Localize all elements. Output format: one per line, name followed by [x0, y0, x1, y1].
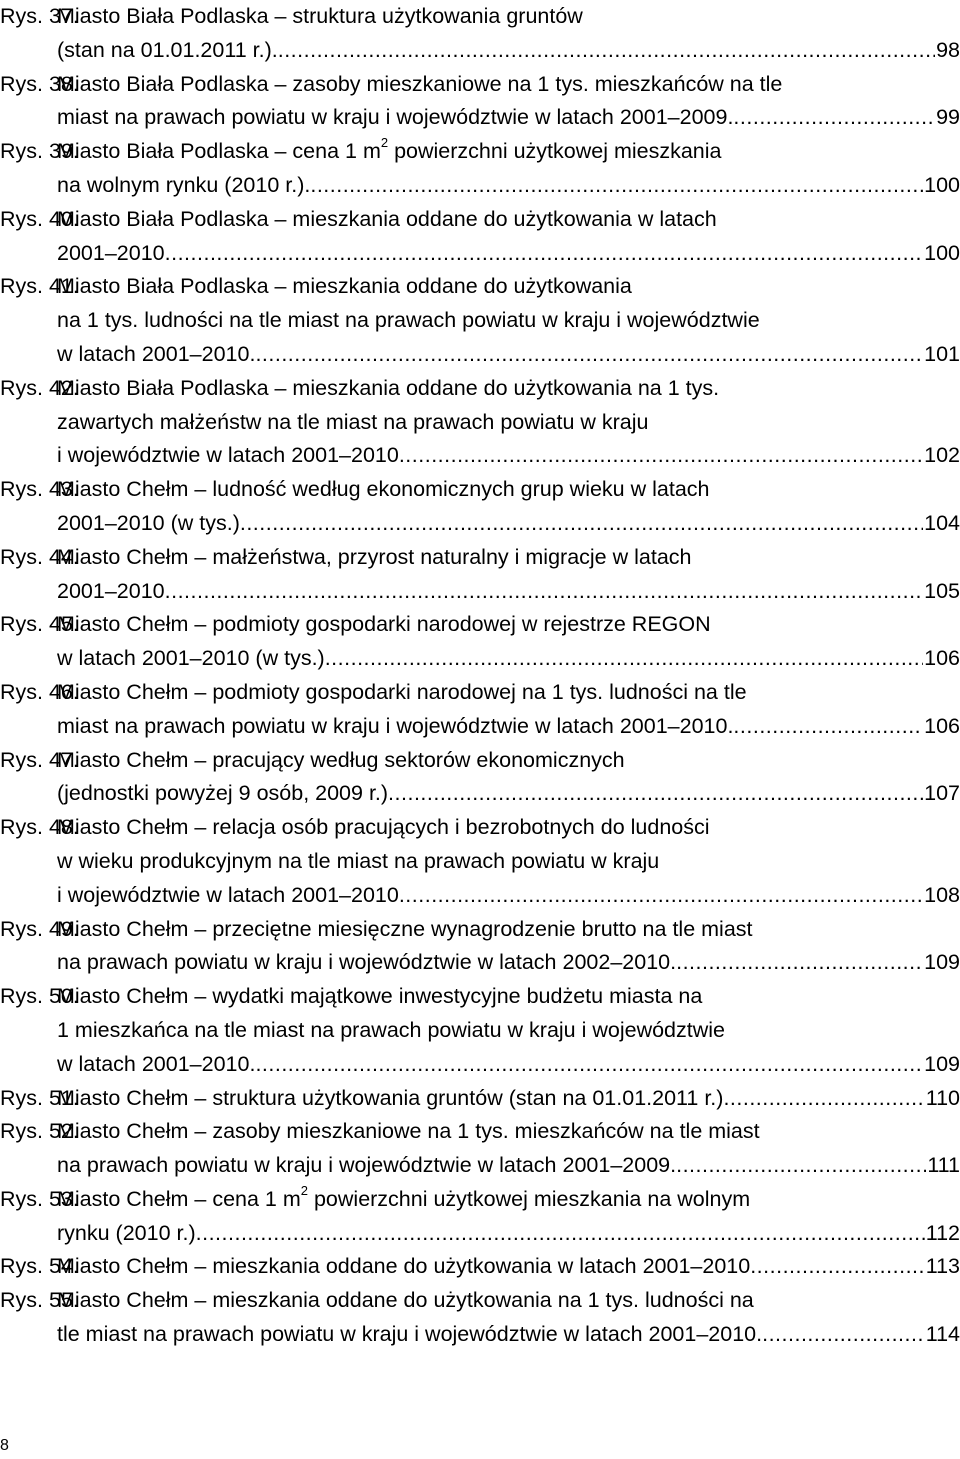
figure-number: Rys. 38. — [0, 71, 79, 96]
entry-title — [57, 1115, 960, 1183]
entry-title — [57, 913, 960, 981]
entry-line — [57, 845, 960, 879]
entry-text: Miasto Chełm – zasoby mieszkaniowe na 1 tys. mieszkańców na tle miast — [57, 1119, 760, 1144]
entry-title — [57, 744, 960, 812]
entry-last-line — [57, 575, 960, 609]
figure-number: Rys. 47. — [0, 747, 79, 772]
dot-leader — [733, 101, 935, 135]
figure-number: Rys. 46. — [0, 679, 79, 704]
entry-line — [57, 1149, 676, 1183]
toc-entry — [0, 744, 960, 812]
page-ref: 109 — [924, 1051, 960, 1076]
entry-text: zawartych małżeństw na tle miast na prawach powiatu w kraju — [57, 409, 649, 434]
superscript: 2 — [380, 135, 389, 151]
entry-text: i województwie w latach 2001–2010 — [57, 443, 399, 468]
entry-text: na prawach powiatu w kraju i województwie w latach 2001–2009. — [57, 1153, 677, 1178]
figure-number: Rys. 40. — [0, 206, 79, 231]
entry-title — [57, 203, 960, 271]
dot-leader — [676, 946, 923, 980]
figure-number: Rys. 55. — [0, 1288, 79, 1313]
entry-line — [57, 710, 733, 744]
entry-line — [57, 608, 960, 642]
entry-text: Miasto Biała Podlaska – mieszkania oddane do użytkowania — [57, 274, 632, 299]
entry-text: Miasto Chełm – struktura użytkowania gruntów (stan na 01.01.2011 r.) — [57, 1085, 724, 1110]
entry-title — [57, 608, 960, 676]
entry-text: na 1 tys. ludności na tle miast na prawach powiatu w kraju i województwie — [57, 308, 760, 333]
entry-text: Miasto Chełm – wydatki majątkowe inwestycyjne budżetu miasta na — [57, 984, 703, 1009]
toc-entry — [0, 270, 960, 371]
toc-entry — [0, 68, 960, 136]
dot-leader — [165, 575, 924, 609]
page-ref: 112 — [925, 1220, 960, 1245]
page-ref: 111 — [927, 1153, 960, 1178]
figure-number: Rys. 54. — [0, 1254, 79, 1279]
entry-line — [57, 1250, 750, 1284]
dot-leader — [196, 1217, 925, 1251]
entry-last-line — [57, 1082, 960, 1116]
entry-text: rynku (2010 r.) — [57, 1220, 196, 1245]
entry-text: Miasto Biała Podlaska – struktura użytkowania gruntów — [57, 4, 583, 28]
page-ref: 113 — [925, 1254, 960, 1279]
entry-line — [57, 0, 960, 34]
toc-entry — [0, 913, 960, 981]
dot-leader — [388, 777, 923, 811]
entry-last-line — [57, 1318, 960, 1352]
dot-leader — [750, 1250, 925, 1284]
entry-text: 1 mieszkańca na tle miast na prawach powiatu w kraju i województwie — [57, 1017, 726, 1042]
dot-leader — [165, 237, 924, 271]
entry-title — [57, 1082, 960, 1116]
entry-title — [57, 811, 960, 912]
dot-leader — [255, 338, 923, 372]
entry-last-line — [57, 237, 960, 271]
entry-line — [57, 980, 960, 1014]
entry-title — [57, 980, 960, 1081]
entry-text: (jednostki powyżej 9 osób, 2009 r.) — [57, 781, 389, 806]
entry-title — [57, 541, 960, 609]
figure-number: Rys. 42. — [0, 375, 79, 400]
toc-entry — [0, 203, 960, 271]
entry-line — [57, 642, 325, 676]
dot-leader — [310, 169, 923, 203]
entry-text: w latach 2001–2010 (w tys.) — [57, 646, 325, 671]
figure-number: Rys. 43. — [0, 477, 79, 502]
entry-line — [57, 811, 960, 845]
toc-entry — [0, 0, 960, 68]
entry-last-line — [57, 169, 960, 203]
page-ref: 98 — [936, 37, 960, 62]
dot-leader — [723, 1082, 924, 1116]
entry-title — [57, 270, 960, 371]
dot-leader — [240, 507, 923, 541]
entry-text: powierzchni użytkowej mieszkania na wolnym — [308, 1186, 751, 1211]
entry-text: Miasto Chełm – relacja osób pracujących i bezrobotnych do ludności — [57, 815, 710, 840]
page-ref: 106 — [924, 713, 960, 738]
dot-leader — [733, 710, 923, 744]
page-ref: 108 — [924, 882, 960, 907]
entry-line — [57, 473, 960, 507]
entry-line — [57, 169, 310, 203]
entry-last-line — [57, 34, 960, 68]
entry-line — [57, 913, 960, 947]
figure-number: Rys. 37. — [0, 4, 79, 28]
entry-line — [57, 777, 388, 811]
toc-entry — [0, 980, 960, 1081]
figure-number: Rys. 51. — [0, 1085, 79, 1110]
toc-entry — [0, 1115, 960, 1183]
entry-title — [57, 0, 960, 68]
entry-line — [57, 1014, 960, 1048]
entry-text: Miasto Chełm – mieszkania oddane do użytkowania w latach 2001–2010 — [57, 1254, 751, 1279]
figure-number: Rys. 39. — [0, 139, 79, 164]
entry-line — [57, 406, 960, 440]
entry-line — [57, 575, 165, 609]
entry-line — [57, 507, 240, 541]
entry-line — [57, 372, 960, 406]
entry-line — [57, 1217, 196, 1251]
figure-number: Rys. 50. — [0, 984, 79, 1009]
entry-line — [57, 338, 255, 372]
toc-entry — [0, 1250, 960, 1284]
entry-text: 2001–2010 — [57, 240, 165, 265]
entry-line — [57, 237, 165, 271]
entry-last-line — [57, 101, 960, 135]
entry-text: Miasto Chełm – pracujący według sektorów ekonomicznych — [57, 747, 625, 772]
entry-text: w latach 2001–2010. — [57, 341, 256, 366]
entry-last-line — [57, 710, 960, 744]
entry-text: na prawach powiatu w kraju i województwie w latach 2002–2010. — [57, 950, 677, 975]
entry-line — [57, 203, 960, 237]
entry-line — [57, 1082, 723, 1116]
dot-leader — [278, 34, 935, 68]
dot-leader — [325, 642, 923, 676]
entry-title — [57, 135, 960, 203]
entry-line — [57, 541, 960, 575]
entry-text: (stan na 01.01.2011 r.). — [57, 37, 278, 62]
entry-text: w latach 2001–2010. — [57, 1051, 256, 1076]
entry-text: Miasto Chełm – podmioty gospodarki narodowej na 1 tys. ludności na tle — [57, 679, 747, 704]
entry-text: na wolnym rynku (2010 r.). — [57, 172, 311, 197]
figure-number: Rys. 45. — [0, 612, 79, 637]
entry-text: Miasto Chełm – przeciętne miesięczne wynagrodzenie brutto na tle miast — [57, 916, 753, 941]
entry-line — [57, 68, 960, 102]
entry-title — [57, 68, 960, 136]
dot-leader — [399, 879, 923, 913]
toc-entry — [0, 372, 960, 473]
entry-text: Miasto Chełm – mieszkania oddane do użytkowania na 1 tys. ludności na — [57, 1288, 754, 1313]
figure-number: Rys. 52. — [0, 1119, 79, 1144]
superscript: 2 — [300, 1182, 308, 1198]
toc-entry — [0, 1183, 960, 1251]
entry-line — [57, 270, 960, 304]
page-ref: 100 — [924, 172, 960, 197]
toc-entry — [0, 1284, 960, 1352]
entry-title — [57, 676, 960, 744]
entry-last-line — [57, 1048, 960, 1082]
entry-text: 2001–2010 (w tys.) — [57, 510, 240, 535]
entry-title — [57, 1284, 960, 1352]
entry-line — [57, 1284, 960, 1318]
entry-line — [57, 1115, 960, 1149]
entry-text: Miasto Chełm – ludność według ekonomicznych grup wieku w latach — [57, 477, 710, 502]
entry-text: powierzchni użytkowej mieszkania — [388, 139, 722, 164]
page-ref: 100 — [924, 240, 960, 265]
entry-line — [57, 1048, 255, 1082]
toc-entry — [0, 541, 960, 609]
entry-line — [57, 1318, 762, 1352]
page-ref: 110 — [925, 1085, 960, 1110]
entry-line — [57, 676, 960, 710]
figure-number: Rys. 44. — [0, 544, 79, 569]
page-number: 8 — [0, 1437, 9, 1454]
entry-text: Miasto Chełm – cena 1 m — [57, 1186, 301, 1211]
dot-leader — [255, 1048, 923, 1082]
entry-text: Miasto Biała Podlaska – mieszkania oddane do użytkowania na 1 tys. — [57, 375, 720, 400]
toc-entry — [0, 1082, 960, 1116]
entry-text: Miasto Chełm – podmioty gospodarki narodowej w rejestrze REGON — [57, 612, 711, 637]
page-ref: 107 — [924, 781, 960, 806]
entry-text: miast na prawach powiatu w kraju i województwie w latach 2001–2009. — [57, 105, 734, 130]
page-ref: 106 — [924, 646, 960, 671]
entry-line — [57, 1183, 960, 1217]
figure-number: Rys. 48. — [0, 815, 79, 840]
entry-text: 2001–2010 — [57, 578, 165, 603]
dot-leader — [676, 1149, 926, 1183]
entry-title — [57, 372, 960, 473]
entry-last-line — [57, 1149, 960, 1183]
entry-text: Miasto Biała Podlaska – cena 1 m — [57, 139, 381, 164]
entry-title — [57, 1183, 960, 1251]
entry-last-line — [57, 946, 960, 980]
entry-line — [57, 439, 399, 473]
entry-last-line — [57, 507, 960, 541]
entry-line — [57, 744, 960, 778]
toc-entry — [0, 676, 960, 744]
page-ref: 102 — [924, 443, 960, 468]
page-ref: 99 — [936, 105, 960, 130]
entry-text: tle miast na prawach powiatu w kraju i województwie w latach 2001–2010. — [57, 1322, 763, 1347]
entry-last-line — [57, 642, 960, 676]
entry-last-line — [57, 439, 960, 473]
page-ref: 101 — [924, 341, 960, 366]
entry-line — [57, 135, 960, 169]
page-ref: 109 — [924, 950, 960, 975]
entry-last-line — [57, 338, 960, 372]
figure-number: Rys. 53. — [0, 1186, 79, 1211]
page-ref: 104 — [924, 510, 960, 535]
entry-line — [57, 304, 960, 338]
figure-number: Rys. 49. — [0, 916, 79, 941]
entry-text: Miasto Biała Podlaska – mieszkania oddane do użytkowania w latach — [57, 206, 717, 231]
entry-line — [57, 879, 399, 913]
entry-last-line — [57, 1250, 960, 1284]
entry-title — [57, 1250, 960, 1284]
toc-entry — [0, 135, 960, 203]
entry-text: Miasto Biała Podlaska – zasoby mieszkaniowe na 1 tys. mieszkańców na tle — [57, 71, 783, 96]
figure-number: Rys. 41. — [0, 274, 79, 299]
dot-leader — [399, 439, 923, 473]
entry-text: i województwie w latach 2001–2010 — [57, 882, 399, 907]
entry-line — [57, 946, 676, 980]
entry-text: miast na prawach powiatu w kraju i województwie w latach 2001–2010. — [57, 713, 734, 738]
entry-last-line — [57, 777, 960, 811]
page-ref: 105 — [924, 578, 960, 603]
toc-entry — [0, 811, 960, 912]
page-ref: 114 — [925, 1322, 960, 1347]
toc-entry — [0, 473, 960, 541]
entry-last-line — [57, 879, 960, 913]
entry-line — [57, 34, 278, 68]
entry-title — [57, 473, 960, 541]
entry-last-line — [57, 1217, 960, 1251]
entry-line — [57, 101, 733, 135]
toc-entry — [0, 608, 960, 676]
dot-leader — [762, 1318, 925, 1352]
entry-text: Miasto Chełm – małżeństwa, przyrost naturalny i migracje w latach — [57, 544, 692, 569]
entry-text: w wieku produkcyjnym na tle miast na prawach powiatu w kraju — [57, 848, 660, 873]
